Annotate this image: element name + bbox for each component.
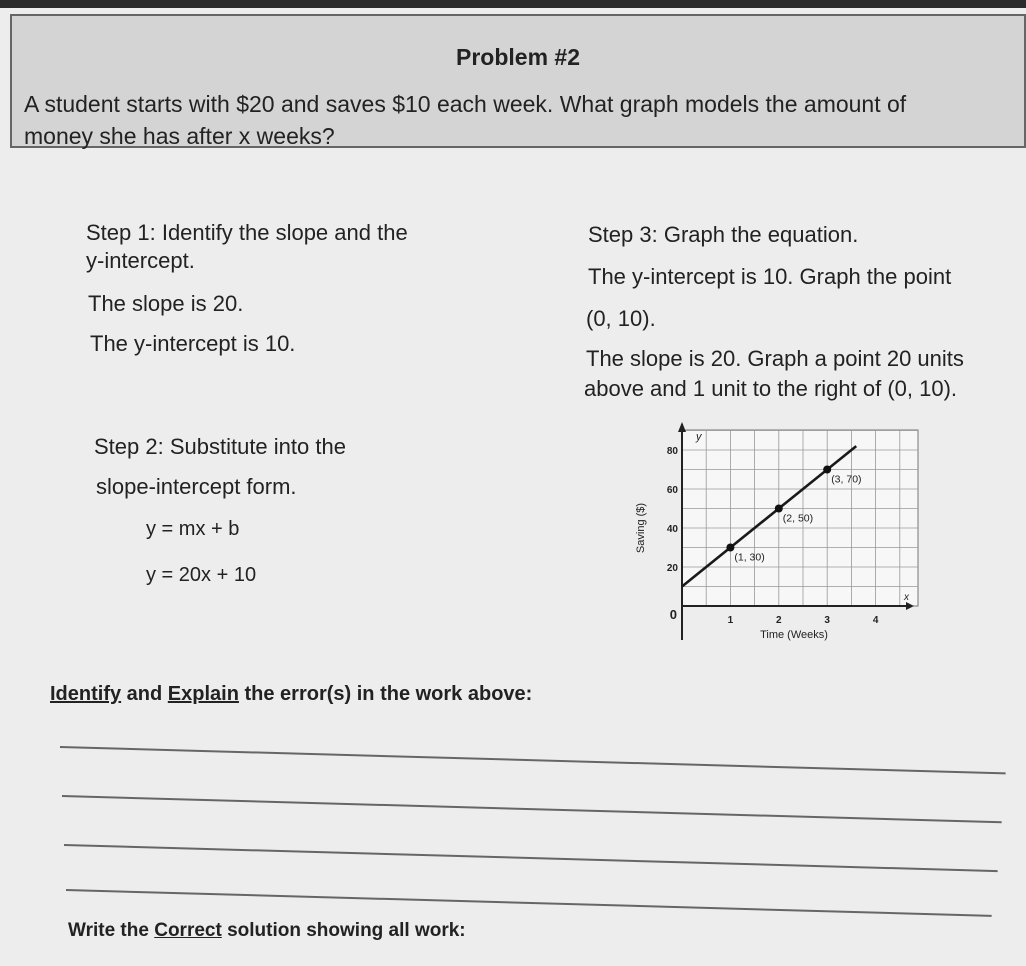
problem-title: Problem #2 [456, 44, 580, 70]
y-axis-letter: y [696, 431, 702, 443]
identify-prompt-rest: the error(s) in the work above: [238, 683, 533, 705]
x-axis-label: Time (Weeks) [760, 629, 828, 641]
y-tick-label: 80 [666, 446, 678, 457]
step3-line1: The y-intercept is 10. Graph the point [588, 264, 952, 289]
step1-heading-line2: y-intercept. [86, 248, 195, 273]
x-tick-label: 4 [872, 615, 879, 626]
x-tick-label: 3 [824, 615, 830, 626]
step3-heading: Step 3: Graph the equation. [588, 222, 859, 247]
correct-solution-prompt [68, 920, 466, 942]
step1-intercept: The y-intercept is 10. [90, 331, 296, 356]
step2-general-equation: y = mx + b [146, 518, 240, 540]
data-point-label: (2, 50) [782, 512, 814, 525]
step3-line2: (0, 10). [586, 306, 656, 331]
y-axis-arrow [678, 422, 686, 432]
data-point [775, 505, 783, 513]
problem-statement-line1: A student starts with $20 and saves $10 each week. What graph models the amount of [24, 91, 907, 117]
correct-word: Correct [154, 920, 222, 941]
write-prefix: Write the [68, 920, 155, 941]
y-tick-label: 60 [666, 485, 678, 496]
y-axis-label: Saving ($) [635, 502, 647, 554]
y-tick-label: 40 [666, 524, 678, 535]
y-tick-label: 20 [666, 563, 678, 574]
step3-line3: The slope is 20. Graph a point 20 units [586, 346, 964, 371]
step3-line4: above and 1 unit to the right of (0, 10). [584, 376, 958, 401]
step1-slope: The slope is 20. [88, 291, 244, 316]
data-point-label: (1, 30) [734, 551, 765, 564]
step2-heading-line2: slope-intercept form. [96, 474, 297, 499]
x-tick-label: 1 [727, 615, 734, 626]
and-word: and [121, 683, 168, 705]
explain-word: Explain [167, 683, 239, 705]
x-axis-letter: x [904, 592, 909, 603]
data-point [726, 544, 734, 552]
write-rest: solution showing all work: [221, 920, 466, 941]
step2-heading-line1: Step 2: Substitute into the [94, 434, 346, 459]
step2-substituted-equation: y = 20x + 10 [146, 564, 257, 586]
identify-explain-prompt [50, 683, 532, 706]
data-point [823, 466, 831, 474]
origin-label: 0 [669, 607, 677, 622]
problem-statement-line2: money she has after x weeks? [24, 123, 335, 149]
step1-heading-line1: Step 1: Identify the slope and the [86, 220, 408, 245]
data-point-label: (3, 70) [831, 473, 862, 486]
identify-word: Identify [50, 683, 122, 705]
x-tick-label: 2 [776, 615, 782, 626]
